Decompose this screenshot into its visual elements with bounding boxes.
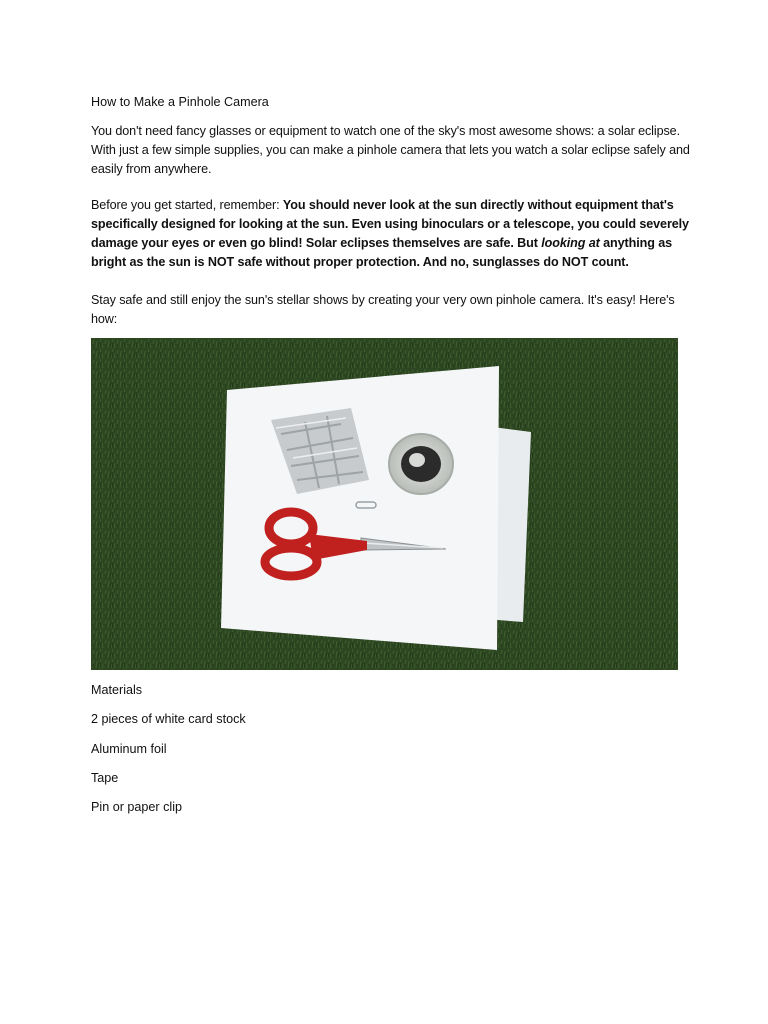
document-title: How to Make a Pinhole Camera [91, 95, 269, 109]
material-item: 2 pieces of white card stock [91, 712, 246, 726]
warning-italic-text: looking at [541, 236, 600, 250]
materials-heading: Materials [91, 683, 143, 697]
material-item: Tape [91, 771, 119, 785]
warning-paragraph [91, 196, 691, 272]
warning-bold-tail-text: anything as bright as the sun is NOT safe without proper protection. And no, sunglasses do NOT count. [91, 236, 673, 269]
intro-paragraph: You don't need fancy glasses or equipment to watch one of the sky's most awesome shows: a solar eclipse. With just a few simple supplies, you can make a pinhole camera that lets you watch a solar eclipse safely and easily from anywhere. [91, 124, 690, 176]
materials-photo [91, 338, 678, 670]
material-item: Pin or paper clip [91, 800, 183, 814]
howto-paragraph: Stay safe and still enjoy the sun's stellar shows by creating your very own pinhole camera. It's easy! Here's how: [91, 293, 675, 326]
material-item: Aluminum foil [91, 742, 167, 756]
warning-lead-text: Before you get started, remember: [91, 198, 283, 212]
warning-bold-text: You should never look at the sun directly without equipment that's specifically designed for looking at the sun. Even using binoculars or a telescope, you could severely damage your eyes or even go blind! Solar eclipses themselves are safe. But [91, 198, 689, 250]
